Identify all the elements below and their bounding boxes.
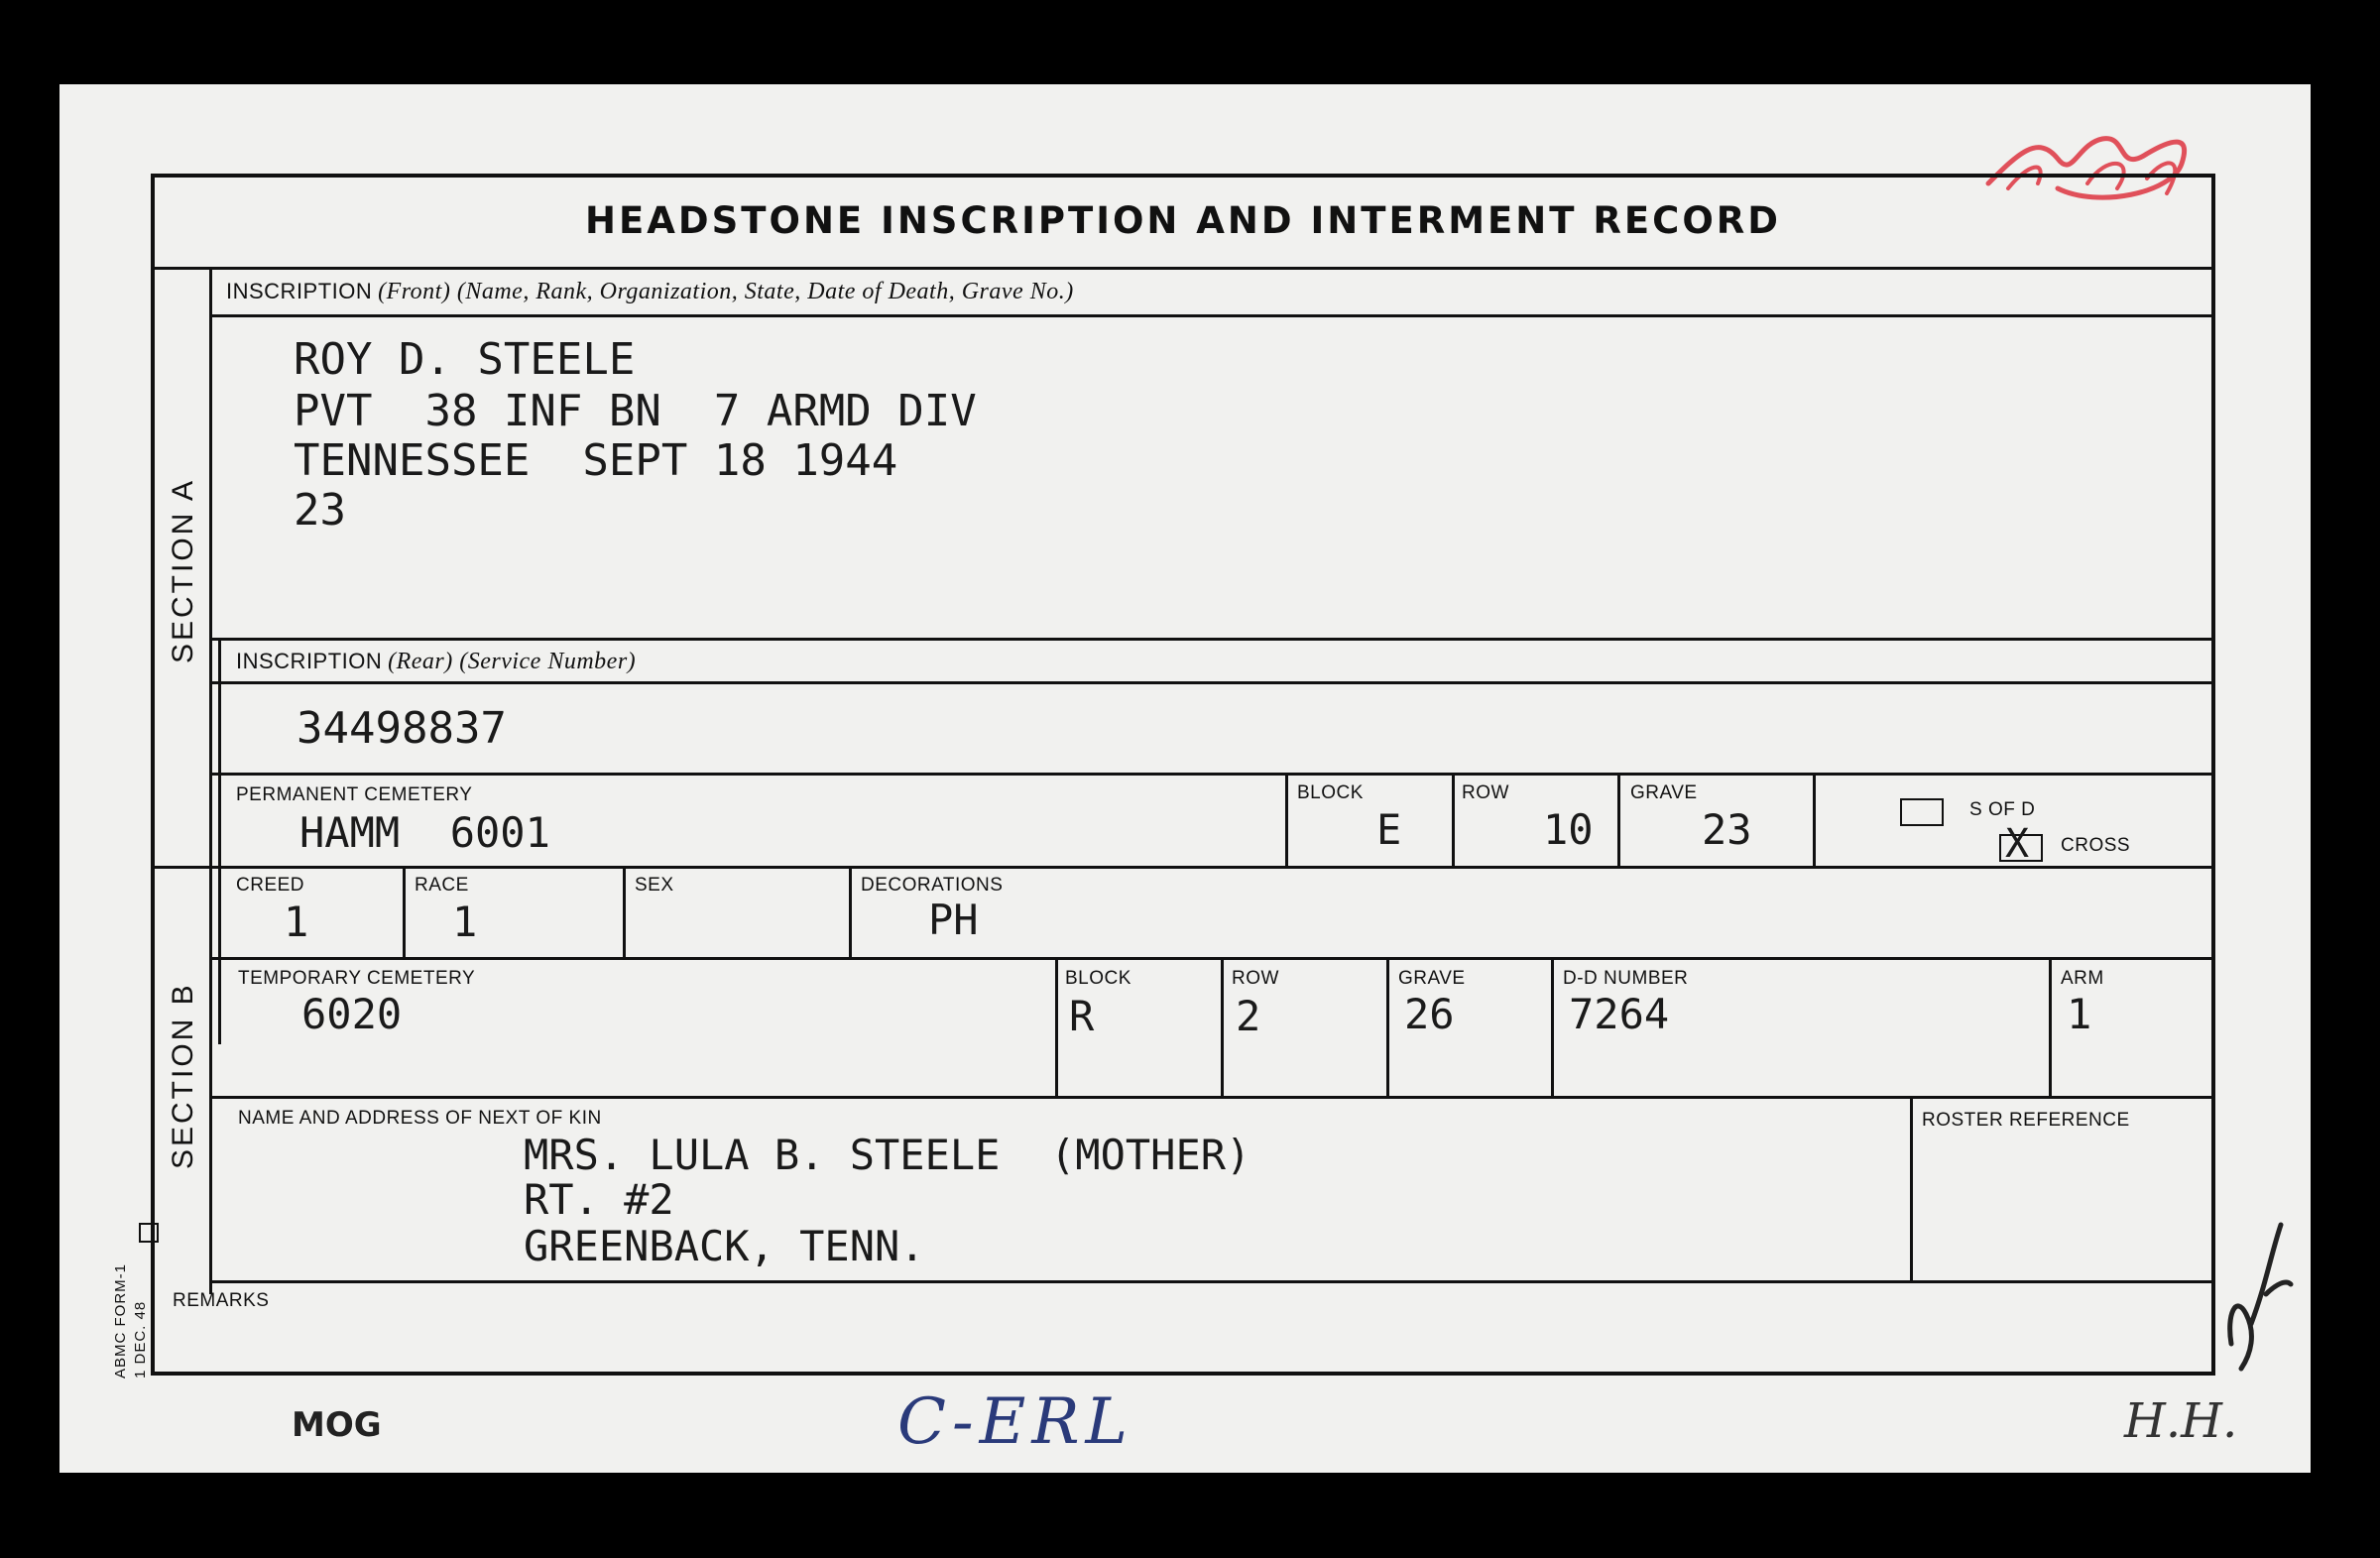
form-id-line-1: ABMC FORM-1 (112, 1263, 129, 1378)
inscription-rear-label: INSCRIPTION (Rear) (Service Number) (236, 649, 637, 674)
form-id-line-2: 1 DEC. 48 (132, 1300, 149, 1378)
permanent-block-value: E (1376, 805, 1402, 854)
cross-label: CROSS (2061, 835, 2131, 856)
creed-label: CREED (236, 875, 305, 896)
temporary-row-value: 2 (1236, 992, 1261, 1040)
arm-label: ARM (2061, 968, 2104, 989)
race-label: RACE (415, 875, 469, 896)
sofd-label: S OF D (1969, 799, 2036, 820)
footer-code: MOG (292, 1405, 382, 1445)
inscription-front-line-2: PVT 38 INF BN 7 ARMD DIV (294, 386, 977, 436)
temporary-cemetery-value: 6020 (301, 990, 403, 1038)
sex-label: SEX (635, 875, 674, 896)
permanent-row-value: 10 (1543, 805, 1594, 854)
temporary-row-label: ROW (1232, 968, 1279, 989)
inscription-front-line-1: ROY D. STEELE (294, 334, 636, 385)
form-title: HEADSTONE INSCRIPTION AND INTERMENT RECORD (585, 199, 1781, 242)
next-of-kin-label: NAME AND ADDRESS OF NEXT OF KIN (238, 1108, 602, 1129)
inscription-front-line-3: TENNESSEE SEPT 18 1944 (294, 435, 898, 486)
temporary-grave-value: 26 (1404, 990, 1455, 1038)
record-form (151, 174, 2215, 1376)
temporary-block-label: BLOCK (1065, 968, 1131, 989)
next-of-kin-line-1: MRS. LULA B. STEELE (MOTHER) (524, 1131, 1251, 1179)
decorations-label: DECORATIONS (861, 875, 1004, 896)
race-value: 1 (452, 898, 478, 946)
section-a-label: SECTION A (167, 477, 199, 663)
sofd-checkbox (1900, 798, 1944, 826)
section-b-label: SECTION B (167, 982, 199, 1169)
permanent-row-label: ROW (1462, 782, 1509, 803)
permanent-grave-label: GRAVE (1630, 782, 1698, 803)
record-card (60, 84, 2311, 1473)
service-number: 34498837 (297, 703, 507, 754)
dd-number-value: 7264 (1569, 990, 1670, 1038)
permanent-cemetery-label: PERMANENT CEMETERY (236, 784, 473, 805)
cross-check-mark: X (2005, 821, 2030, 867)
decorations-value: PH (928, 896, 979, 944)
temporary-cemetery-label: TEMPORARY CEMETERY (238, 968, 476, 989)
pencil-check-mark (2211, 1185, 2301, 1383)
permanent-block-label: BLOCK (1297, 782, 1364, 803)
permanent-cemetery-value: HAMM 6001 (299, 808, 550, 857)
next-of-kin-line-3: GREENBACK, TENN. (524, 1222, 925, 1270)
dd-number-label: D-D NUMBER (1563, 968, 1689, 989)
temporary-block-value: R (1069, 992, 1095, 1040)
arm-value: 1 (2067, 990, 2092, 1038)
roster-reference-label: ROSTER REFERENCE (1922, 1110, 2130, 1131)
next-of-kin-line-2: RT. #2 (524, 1175, 674, 1224)
handwritten-center-note: C-ERL (897, 1385, 1133, 1459)
inscription-front-label: INSCRIPTION (Front) (Name, Rank, Organization, State, Date of Death, Grave No.) (226, 279, 1074, 304)
temporary-grave-label: GRAVE (1398, 968, 1466, 989)
creed-value: 1 (284, 898, 309, 946)
permanent-grave-value: 23 (1702, 805, 1752, 854)
inscription-front-line-4: 23 (294, 485, 346, 536)
remarks-label: REMARKS (173, 1290, 270, 1311)
handwritten-right-initials: H.H. (2124, 1393, 2238, 1449)
